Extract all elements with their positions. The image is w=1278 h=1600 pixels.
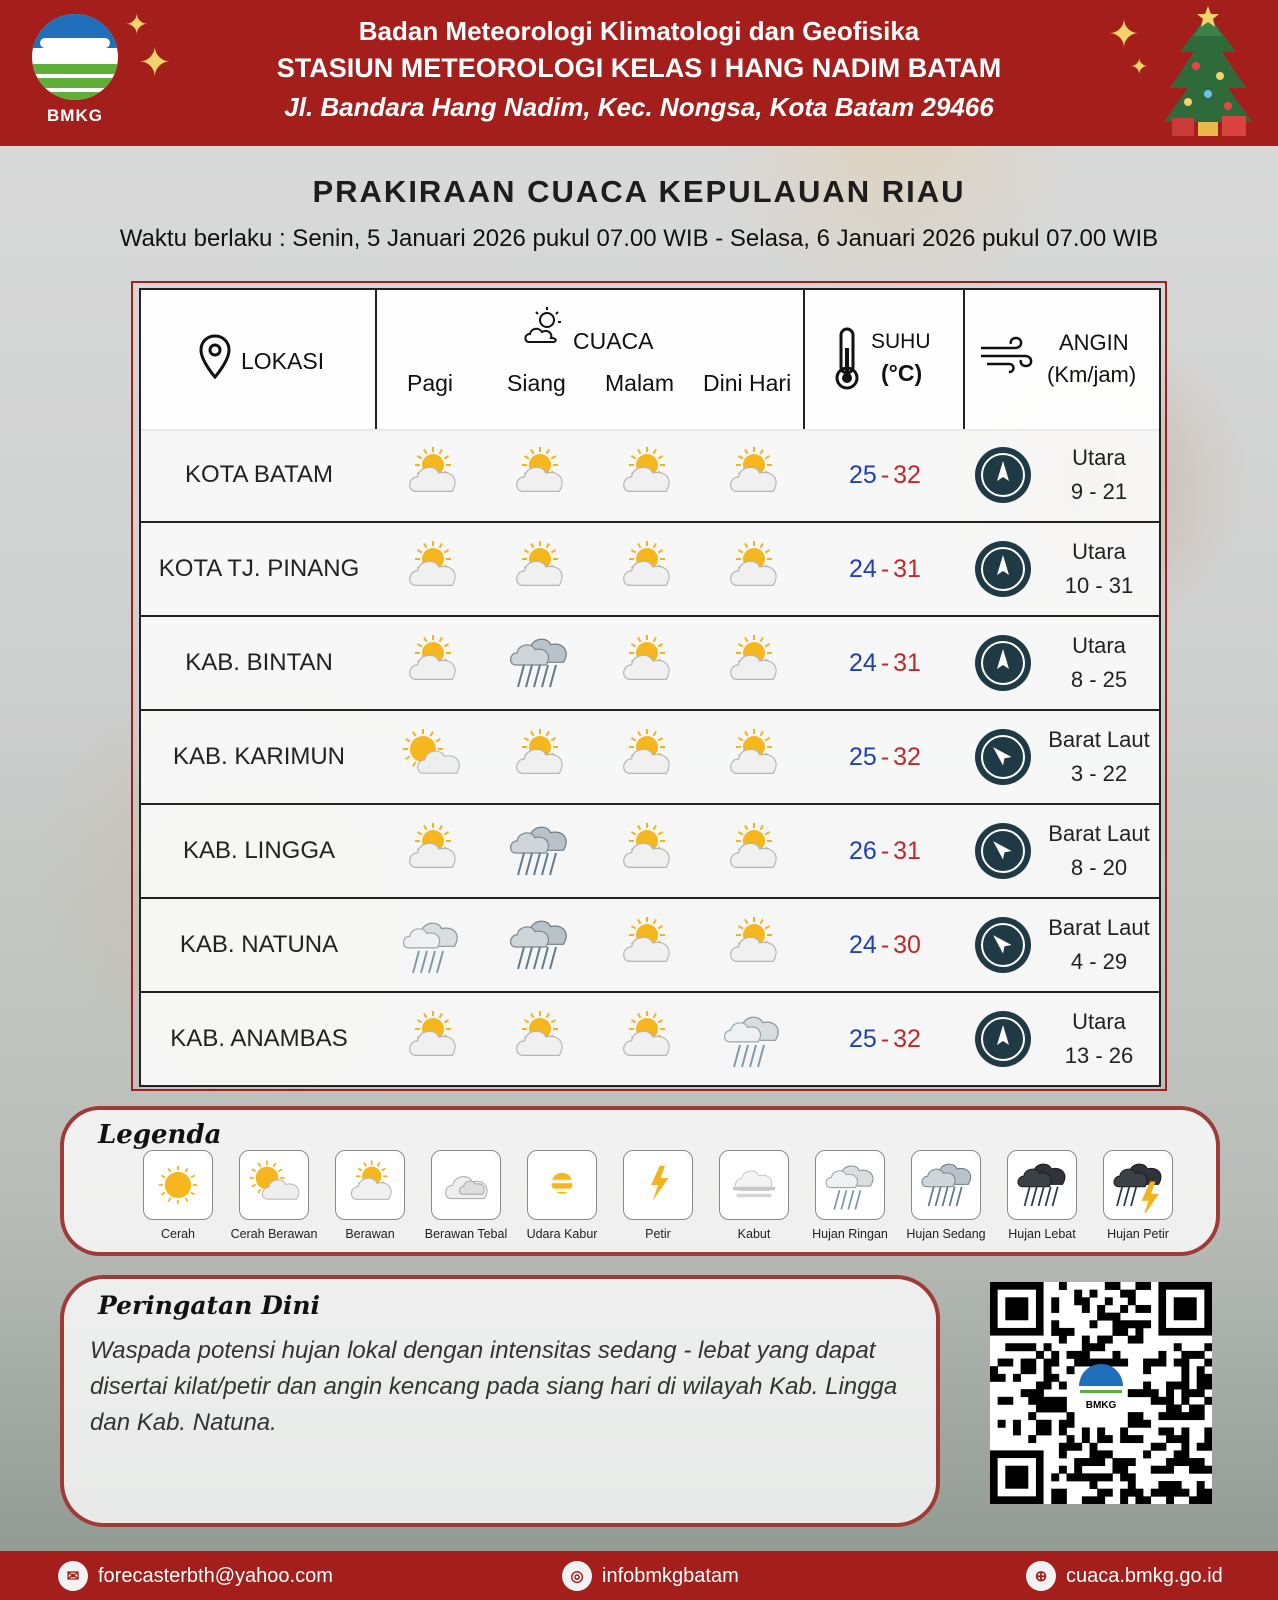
legend-label: Berawan bbox=[345, 1227, 395, 1241]
legend-label: Hujan Petir bbox=[1107, 1227, 1169, 1241]
legend-item bbox=[994, 1150, 1090, 1241]
legend-label: Hujan Sedang bbox=[906, 1227, 986, 1241]
row-wind bbox=[1035, 805, 1163, 897]
header-location bbox=[141, 290, 377, 429]
hujan-sedang-icon bbox=[484, 617, 591, 709]
berawan-icon bbox=[591, 899, 698, 991]
wind-speed: 13 - 26 bbox=[1064, 1043, 1134, 1068]
row-location: KAB. KARIMUN bbox=[172, 743, 346, 770]
row-temperature: 24 - 31 bbox=[849, 554, 921, 583]
berawan-icon bbox=[591, 993, 698, 1085]
row-location: KOTA BATAM bbox=[184, 461, 334, 488]
sparkle-icon: ✦ bbox=[1130, 54, 1149, 79]
hujan-sedang-icon bbox=[911, 1150, 981, 1220]
wind-direction: Barat Laut bbox=[1048, 915, 1150, 940]
wind-direction: Utara bbox=[1072, 633, 1126, 658]
hujan-petir-icon bbox=[1103, 1150, 1173, 1220]
validity-period: Waktu berlaku : Senin, 5 Januari 2026 pukul 07.00 WIB - Selasa, 6 Januari 2026 pukul 07.00 WIB bbox=[119, 225, 1159, 252]
cerah-berawan-icon bbox=[377, 711, 484, 803]
wind-direction: Barat Laut bbox=[1048, 727, 1150, 752]
berawan-icon bbox=[377, 617, 484, 709]
berawan-icon bbox=[377, 523, 484, 615]
footer-website-text: cuaca.bmkg.go.id bbox=[1066, 1564, 1223, 1587]
header-temp bbox=[805, 290, 965, 429]
berawan-icon bbox=[377, 805, 484, 897]
email-icon: ✉ bbox=[58, 1561, 88, 1591]
row-wind bbox=[1035, 899, 1163, 991]
forecast-table bbox=[131, 281, 1167, 1091]
qr-center-text: BMKG bbox=[1085, 1400, 1117, 1411]
row-temperature: 24 - 31 bbox=[849, 648, 921, 677]
table-row bbox=[139, 711, 1161, 805]
legend-panel bbox=[60, 1106, 1220, 1256]
compass-icon bbox=[975, 447, 1031, 503]
legend-item bbox=[610, 1150, 706, 1241]
temp-max: 32 bbox=[893, 460, 921, 489]
row-location: KOTA TJ. PINANG bbox=[158, 555, 360, 582]
compass-icon bbox=[975, 541, 1031, 597]
berawan-icon bbox=[698, 617, 805, 709]
page-title: PRAKIRAAN CUACA KEPULAUAN RIAU bbox=[312, 174, 966, 209]
temp-max: 31 bbox=[893, 836, 921, 865]
berawan-icon bbox=[698, 711, 805, 803]
temp-min: 25 bbox=[849, 742, 877, 771]
row-temperature: 25 - 32 bbox=[849, 742, 921, 771]
footer-email[interactable] bbox=[58, 1560, 333, 1592]
berawan-icon bbox=[484, 711, 591, 803]
row-compass bbox=[971, 805, 1035, 897]
hujan-sedang-icon bbox=[484, 899, 591, 991]
legend-item bbox=[514, 1150, 610, 1241]
header-weather-label: CUACA bbox=[573, 328, 654, 354]
row-wind bbox=[1035, 429, 1163, 521]
row-wind bbox=[1035, 711, 1163, 803]
wind-speed: 3 - 22 bbox=[1070, 761, 1128, 786]
cerah-icon bbox=[143, 1150, 213, 1220]
legend-label: Petir bbox=[645, 1227, 671, 1241]
compass-icon bbox=[975, 729, 1031, 785]
warning-text: Waspada potensi hujan lokal dengan intensitas sedang - lebat yang dapat disertai kilat/petir dan angin kencang pada siang hari di wilayah Kab. Lingga dan Kab. Natuna. bbox=[90, 1337, 898, 1436]
table-body bbox=[139, 429, 1161, 1087]
berawan-icon bbox=[698, 429, 805, 521]
header-period-malam: Malam bbox=[605, 370, 675, 396]
header-wind bbox=[965, 290, 1163, 429]
sparkle-icon: ✦ bbox=[125, 9, 149, 40]
instagram-icon: ◎ bbox=[562, 1561, 592, 1591]
berawan-icon bbox=[698, 805, 805, 897]
warning-title: Peringatan Dini bbox=[98, 1291, 321, 1320]
berawan-icon bbox=[335, 1150, 405, 1220]
legend-item bbox=[802, 1150, 898, 1241]
hujan-ringan-icon bbox=[815, 1150, 885, 1220]
legend-item bbox=[706, 1150, 802, 1241]
cerah-berawan-icon bbox=[239, 1150, 309, 1220]
legend-item bbox=[130, 1150, 226, 1241]
temp-min: 24 bbox=[849, 930, 877, 959]
hujan-sedang-icon bbox=[484, 805, 591, 897]
row-compass bbox=[971, 993, 1035, 1085]
legend-item bbox=[1090, 1150, 1186, 1241]
row-temperature: 25 - 32 bbox=[849, 1024, 921, 1053]
footer-website[interactable] bbox=[1026, 1560, 1223, 1592]
row-wind bbox=[1035, 993, 1163, 1085]
header-temp-unit: (°C) bbox=[881, 360, 923, 386]
row-location: KAB. NATUNA bbox=[179, 931, 339, 958]
wind-direction: Utara bbox=[1072, 1009, 1126, 1034]
temp-max: 31 bbox=[893, 554, 921, 583]
temp-min: 24 bbox=[849, 648, 877, 677]
berawan-icon bbox=[377, 993, 484, 1085]
row-location: KAB. BINTAN bbox=[185, 649, 333, 676]
row-temperature: 24 - 30 bbox=[849, 930, 921, 959]
temp-min: 25 bbox=[849, 1024, 877, 1053]
header-period-pagi: Pagi bbox=[407, 370, 454, 396]
header-wind-label: ANGIN bbox=[1059, 330, 1129, 355]
table-row bbox=[139, 899, 1161, 993]
sparkle-icon: ✦ bbox=[1108, 14, 1140, 56]
header-temp-label: SUHU bbox=[871, 330, 931, 353]
legend-item bbox=[322, 1150, 418, 1241]
header-weather bbox=[377, 290, 805, 429]
row-location: KAB. ANAMBAS bbox=[170, 1025, 348, 1052]
row-compass bbox=[971, 429, 1035, 521]
header-wind-unit: (Km/jam) bbox=[1047, 362, 1137, 387]
table-row bbox=[139, 523, 1161, 617]
wind-direction: Barat Laut bbox=[1048, 821, 1150, 846]
kabut-icon bbox=[719, 1150, 789, 1220]
compass-icon bbox=[975, 823, 1031, 879]
legend-item bbox=[418, 1150, 514, 1241]
udara-kabur-icon bbox=[527, 1150, 597, 1220]
sparkle-icon: ✦ bbox=[138, 41, 172, 85]
footer-email-text: forecasterbth@yahoo.com bbox=[98, 1564, 333, 1587]
berawan-icon bbox=[591, 805, 698, 897]
compass-icon bbox=[975, 917, 1031, 973]
berawan-icon bbox=[591, 523, 698, 615]
row-wind bbox=[1035, 523, 1163, 615]
petir-icon bbox=[623, 1150, 693, 1220]
footer-instagram[interactable] bbox=[562, 1560, 739, 1592]
legend-label: Hujan Lebat bbox=[1008, 1227, 1076, 1241]
location-pin-icon bbox=[199, 334, 231, 380]
station-name: STASIUN METEOROLOGI KELAS I HANG NADIM BATAM bbox=[276, 53, 1002, 83]
wind-speed: 9 - 21 bbox=[1070, 479, 1128, 504]
header-period-dini-hari: Dini Hari bbox=[703, 370, 792, 396]
globe-icon: ⊕ bbox=[1026, 1561, 1056, 1591]
temp-min: 26 bbox=[849, 836, 877, 865]
table-row bbox=[139, 805, 1161, 899]
berawan-icon bbox=[377, 429, 484, 521]
berawan-icon bbox=[484, 993, 591, 1085]
berawan-icon bbox=[484, 429, 591, 521]
legend-item bbox=[898, 1150, 994, 1241]
row-wind bbox=[1035, 617, 1163, 709]
header-period-siang: Siang bbox=[507, 370, 566, 396]
temp-max: 32 bbox=[893, 742, 921, 771]
early-warning-panel bbox=[60, 1275, 940, 1527]
wind-icon bbox=[979, 334, 1037, 374]
table-header bbox=[139, 288, 1161, 431]
legend-label: Cerah Berawan bbox=[230, 1227, 318, 1241]
compass-icon bbox=[975, 635, 1031, 691]
legend-label: Kabut bbox=[737, 1227, 771, 1241]
legend-label: Udara Kabur bbox=[526, 1227, 598, 1241]
row-location: KAB. LINGGA bbox=[182, 837, 336, 864]
hujan-lebat-icon bbox=[1007, 1150, 1077, 1220]
wind-speed: 8 - 20 bbox=[1070, 855, 1128, 880]
legend-label: Cerah bbox=[160, 1227, 196, 1241]
berawan-icon bbox=[591, 429, 698, 521]
berawan-icon bbox=[698, 899, 805, 991]
compass-icon bbox=[975, 1011, 1031, 1067]
header-banner bbox=[0, 0, 1278, 146]
partly-cloudy-icon bbox=[523, 306, 565, 346]
legend-title: Legenda bbox=[98, 1120, 222, 1150]
wind-direction: Utara bbox=[1072, 539, 1126, 564]
row-compass bbox=[971, 711, 1035, 803]
legend-item bbox=[226, 1150, 322, 1241]
temp-min: 25 bbox=[849, 460, 877, 489]
temp-max: 30 bbox=[893, 930, 921, 959]
row-temperature: 26 - 31 bbox=[849, 836, 921, 865]
row-compass bbox=[971, 523, 1035, 615]
temp-min: 24 bbox=[849, 554, 877, 583]
berawan-icon bbox=[484, 523, 591, 615]
footer bbox=[0, 1551, 1278, 1600]
berawan-icon bbox=[698, 523, 805, 615]
legend-label: Berawan Tebal bbox=[424, 1227, 508, 1241]
temp-max: 31 bbox=[893, 648, 921, 677]
temp-max: 32 bbox=[893, 1024, 921, 1053]
table-row bbox=[139, 993, 1161, 1087]
table-row bbox=[139, 429, 1161, 523]
christmas-tree-icon bbox=[1158, 6, 1258, 138]
table-row bbox=[139, 617, 1161, 711]
thermometer-icon bbox=[833, 326, 861, 392]
berawan-tebal-icon bbox=[431, 1150, 501, 1220]
footer-instagram-text: infobmkgbatam bbox=[602, 1564, 739, 1587]
logo-text: BMKG bbox=[47, 106, 103, 125]
row-temperature: 25 - 32 bbox=[849, 460, 921, 489]
berawan-icon bbox=[591, 711, 698, 803]
legend-label: Hujan Ringan bbox=[812, 1227, 888, 1241]
wind-speed: 10 - 31 bbox=[1064, 573, 1134, 598]
agency-name: Badan Meteorologi Klimatologi dan Geofisika bbox=[358, 16, 920, 46]
wind-speed: 4 - 29 bbox=[1070, 949, 1128, 974]
qr-code[interactable] bbox=[990, 1282, 1212, 1504]
wind-speed: 8 - 25 bbox=[1070, 667, 1128, 692]
row-compass bbox=[971, 899, 1035, 991]
row-compass bbox=[971, 617, 1035, 709]
hujan-ringan-icon bbox=[698, 993, 805, 1085]
berawan-icon bbox=[591, 617, 698, 709]
station-address: Jl. Bandara Hang Nadim, Kec. Nongsa, Kota Batam 29466 bbox=[284, 92, 994, 122]
wind-direction: Utara bbox=[1072, 445, 1126, 470]
hujan-ringan-icon bbox=[377, 899, 484, 991]
header-location-label: LOKASI bbox=[241, 348, 325, 374]
